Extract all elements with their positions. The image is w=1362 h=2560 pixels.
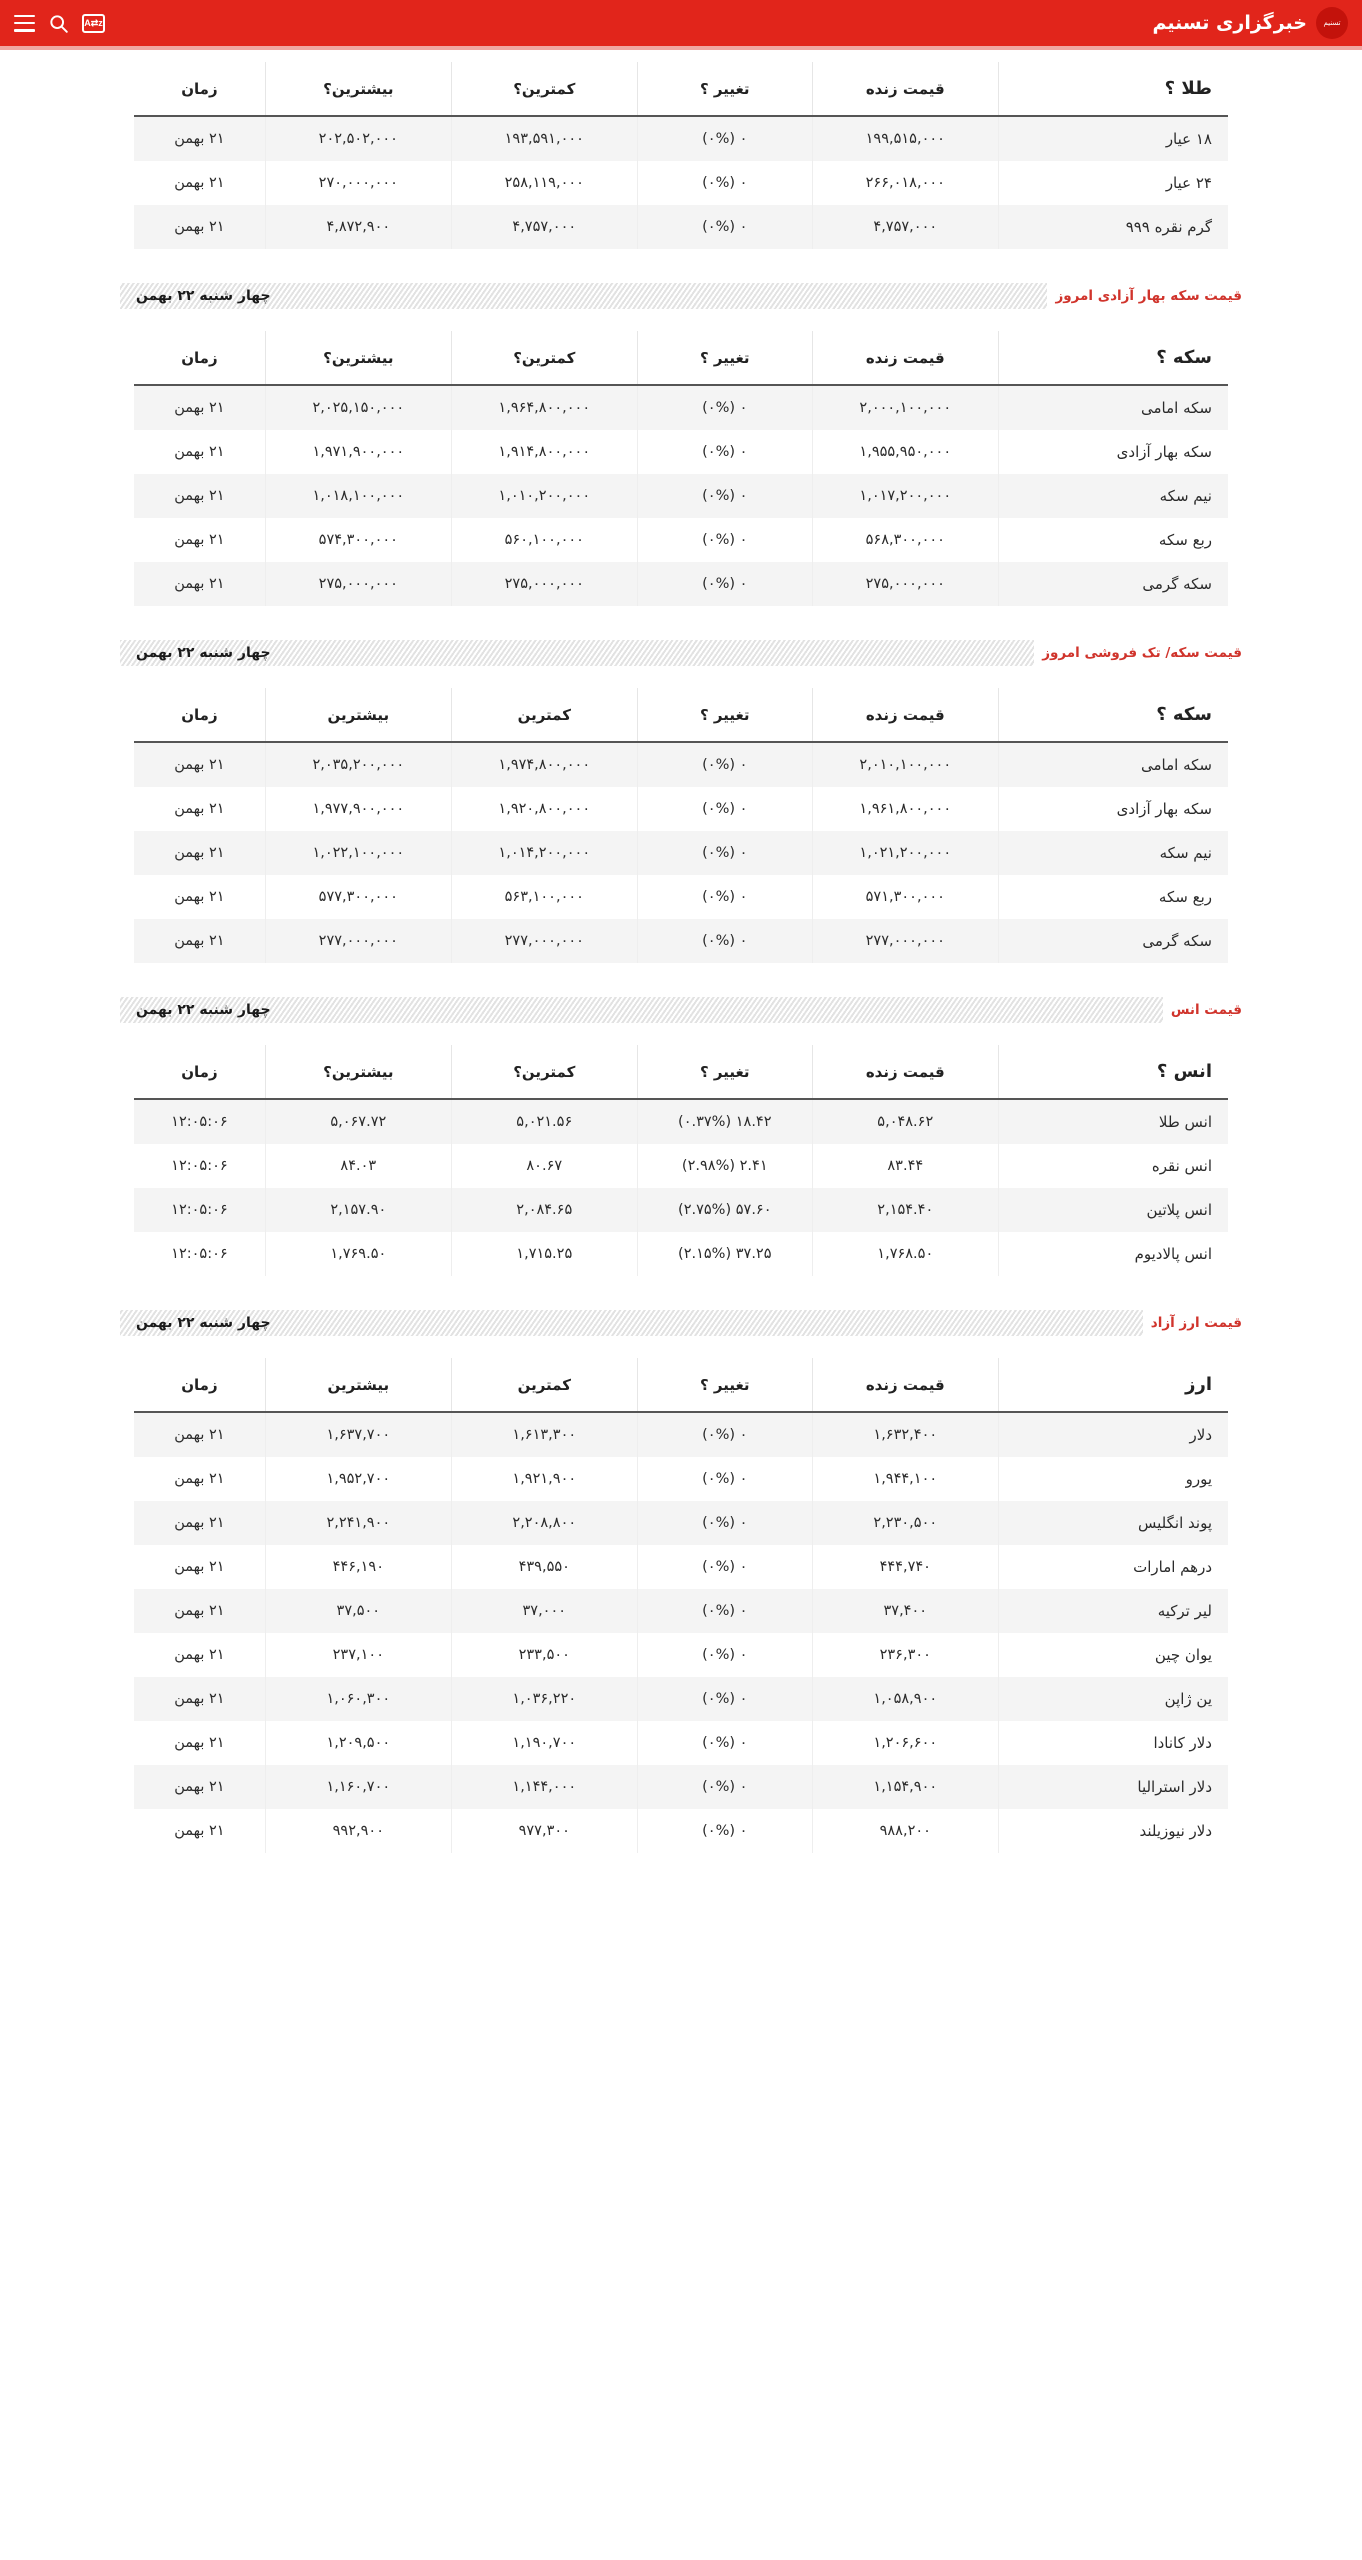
cell-change: ۰ (۰%) xyxy=(637,518,812,562)
col-header-low: کمترین؟ xyxy=(451,1045,637,1099)
cell-time: ۲۱ بهمن xyxy=(174,845,225,861)
col-header-low: کمترین؟ xyxy=(451,331,637,385)
section-stripe xyxy=(120,1310,1143,1336)
cell-time: ۱۲:۰۵:۰۶ xyxy=(171,1246,228,1262)
table-row[interactable] xyxy=(134,1677,1228,1721)
cell-high: ۱,۹۷۷,۹۰۰,۰۰۰ xyxy=(265,787,451,831)
col-header-high: بیشترین؟ xyxy=(265,62,451,116)
table-row[interactable] xyxy=(134,1188,1228,1232)
cell-time: ۲۱ بهمن xyxy=(174,219,225,235)
price-table-currency xyxy=(134,1358,1228,1853)
col-header-live: قیمت زنده xyxy=(812,331,998,385)
cell-high: ۱,۹۷۱,۹۰۰,۰۰۰ xyxy=(265,430,451,474)
cell-asset-name: انس پلاتین xyxy=(998,1188,1228,1232)
cell-low: ۱,۷۱۵.۲۵ xyxy=(451,1232,637,1276)
cell-change: ۰ (۰%) xyxy=(637,787,812,831)
price-table-coin-bahar-azadi xyxy=(134,331,1228,606)
cell-high: ۹۹۲,۹۰۰ xyxy=(265,1809,451,1853)
cell-asset-name: ربع سکه xyxy=(998,875,1228,919)
table-row[interactable] xyxy=(134,1765,1228,1809)
cell-change: ۰ (۰%) xyxy=(637,474,812,518)
col-header-time: زمان xyxy=(134,688,265,742)
col-header-low: کمترین؟ xyxy=(451,62,637,116)
table-row[interactable] xyxy=(134,1501,1228,1545)
table-header-row xyxy=(134,1358,1228,1412)
table-header-row xyxy=(134,62,1228,116)
price-table-coin-retail xyxy=(134,688,1228,963)
section-date: چهار شنبه ۲۲ بهمن xyxy=(136,1002,271,1018)
table-row[interactable] xyxy=(134,1457,1228,1501)
cell-change: ۲.۴۱ (۲.۹۸%) xyxy=(637,1144,812,1188)
cell-live-price: ۲۳۶,۳۰۰ xyxy=(812,1633,998,1677)
cell-live-price: ۲۷۵,۰۰۰,۰۰۰ xyxy=(812,562,998,606)
cell-high: ۱,۰۲۲,۱۰۰,۰۰۰ xyxy=(265,831,451,875)
price-card-coin-bahar-azadi xyxy=(120,317,1242,628)
table-row[interactable] xyxy=(134,205,1228,249)
cell-high: ۵۷۷,۳۰۰,۰۰۰ xyxy=(265,875,451,919)
cell-low: ۱,۹۶۴,۸۰۰,۰۰۰ xyxy=(451,385,637,430)
table-row[interactable] xyxy=(134,787,1228,831)
cell-high: ۱,۰۶۰,۳۰۰ xyxy=(265,1677,451,1721)
cell-time: ۲۱ بهمن xyxy=(174,400,225,416)
col-header-live: قیمت زنده xyxy=(812,62,998,116)
cell-live-price: ۱,۰۱۷,۲۰۰,۰۰۰ xyxy=(812,474,998,518)
cell-change: ۰ (۰%) xyxy=(637,1412,812,1457)
cell-live-price: ۱,۰۲۱,۲۰۰,۰۰۰ xyxy=(812,831,998,875)
cell-low: ۱,۹۱۴,۸۰۰,۰۰۰ xyxy=(451,430,637,474)
cell-asset-name: لیر ترکیه xyxy=(998,1589,1228,1633)
cell-time: ۲۱ بهمن xyxy=(174,1559,225,1575)
cell-low: ۵۶۰,۱۰۰,۰۰۰ xyxy=(451,518,637,562)
price-sections xyxy=(0,46,1362,1875)
cell-high: ۴,۸۷۲,۹۰۰ xyxy=(265,205,451,249)
hamburger-bars xyxy=(14,15,35,32)
table-row[interactable] xyxy=(134,1099,1228,1144)
col-header-live: قیمت زنده xyxy=(812,688,998,742)
cell-change: ۰ (۰%) xyxy=(637,1545,812,1589)
cell-high: ۲۷۵,۰۰۰,۰۰۰ xyxy=(265,562,451,606)
cell-high: ۲,۰۳۵,۲۰۰,۰۰۰ xyxy=(265,742,451,787)
table-row[interactable] xyxy=(134,385,1228,430)
cell-live-price: ۵,۰۴۸.۶۲ xyxy=(812,1099,998,1144)
brand-name: خبرگزاری تسنیم xyxy=(1152,12,1307,34)
cell-live-price: ۲,۰۱۰,۱۰۰,۰۰۰ xyxy=(812,742,998,787)
col-header-high: بیشترین؟ xyxy=(265,331,451,385)
site-header xyxy=(0,0,1362,46)
cell-asset-name: دلار استرالیا xyxy=(998,1765,1228,1809)
cell-high: ۸۴.۰۳ xyxy=(265,1144,451,1188)
cell-high: ۱,۲۰۹,۵۰۰ xyxy=(265,1721,451,1765)
cell-live-price: ۸۳.۴۴ xyxy=(812,1144,998,1188)
cell-asset-name: یوان چین xyxy=(998,1633,1228,1677)
table-row[interactable] xyxy=(134,919,1228,963)
col-header-high: بیشترین xyxy=(265,1358,451,1412)
cell-live-price: ۱,۷۶۸.۵۰ xyxy=(812,1232,998,1276)
cell-high: ۳۷,۵۰۰ xyxy=(265,1589,451,1633)
table-header-row xyxy=(134,688,1228,742)
cell-live-price: ۳۷,۴۰۰ xyxy=(812,1589,998,1633)
table-row[interactable] xyxy=(134,742,1228,787)
cell-time: ۱۲:۰۵:۰۶ xyxy=(171,1202,228,1218)
cell-change: ۰ (۰%) xyxy=(637,116,812,161)
col-header-name: سکه ؟ xyxy=(998,331,1228,385)
cell-time: ۲۱ بهمن xyxy=(174,488,225,504)
cell-change: ۰ (۰%) xyxy=(637,1721,812,1765)
brand[interactable] xyxy=(1153,7,1349,39)
cell-asset-name: پوند انگلیس xyxy=(998,1501,1228,1545)
cell-high: ۲,۱۵۷.۹۰ xyxy=(265,1188,451,1232)
search-icon[interactable] xyxy=(48,13,69,34)
cell-change: ۰ (۰%) xyxy=(637,919,812,963)
price-card-coin-retail xyxy=(120,674,1242,985)
cell-live-price: ۱,۰۵۸,۹۰۰ xyxy=(812,1677,998,1721)
cell-low: ۴,۷۵۷,۰۰۰ xyxy=(451,205,637,249)
cell-high: ۲۰۲,۵۰۲,۰۰۰ xyxy=(265,116,451,161)
cell-live-price: ۲,۲۳۰,۵۰۰ xyxy=(812,1501,998,1545)
cell-live-price: ۴۴۴,۷۴۰ xyxy=(812,1545,998,1589)
col-header-time: زمان xyxy=(134,1045,265,1099)
cell-live-price: ۱۹۹,۵۱۵,۰۰۰ xyxy=(812,116,998,161)
table-header-row xyxy=(134,1045,1228,1099)
cell-low: ۱,۱۴۴,۰۰۰ xyxy=(451,1765,637,1809)
cell-time: ۱۲:۰۵:۰۶ xyxy=(171,1158,228,1174)
table-header-row xyxy=(134,331,1228,385)
table-row[interactable] xyxy=(134,1809,1228,1853)
cell-time: ۲۱ بهمن xyxy=(174,1691,225,1707)
cell-asset-name: ۲۴ عیار xyxy=(998,161,1228,205)
cell-change: ۰ (۰%) xyxy=(637,161,812,205)
cell-live-price: ۱,۹۴۴,۱۰۰ xyxy=(812,1457,998,1501)
cell-time: ۲۱ بهمن xyxy=(174,933,225,949)
cell-low: ۵,۰۲۱.۵۶ xyxy=(451,1099,637,1144)
col-header-high: بیشترین xyxy=(265,688,451,742)
cell-change: ۰ (۰%) xyxy=(637,1589,812,1633)
cell-high: ۱,۰۱۸,۱۰۰,۰۰۰ xyxy=(265,474,451,518)
table-row[interactable] xyxy=(134,1589,1228,1633)
cell-live-price: ۵۷۱,۳۰۰,۰۰۰ xyxy=(812,875,998,919)
cell-live-price: ۲,۱۵۴.۴۰ xyxy=(812,1188,998,1232)
cell-asset-name: انس طلا xyxy=(998,1099,1228,1144)
cell-change: ۰ (۰%) xyxy=(637,1633,812,1677)
cell-low: ۱,۱۹۰,۷۰۰ xyxy=(451,1721,637,1765)
cell-low: ۱۹۳,۵۹۱,۰۰۰ xyxy=(451,116,637,161)
price-card-gold xyxy=(120,46,1242,271)
price-card-currency xyxy=(120,1344,1242,1875)
cell-low: ۲۵۸,۱۱۹,۰۰۰ xyxy=(451,161,637,205)
cell-low: ۲,۲۰۸,۸۰۰ xyxy=(451,1501,637,1545)
section-header-coin-bahar-azadi xyxy=(120,279,1242,313)
cell-low: ۵۶۳,۱۰۰,۰۰۰ xyxy=(451,875,637,919)
col-header-low: کمترین xyxy=(451,688,637,742)
cell-change: ۰ (۰%) xyxy=(637,1809,812,1853)
cell-asset-name: سکه گرمی xyxy=(998,919,1228,963)
cell-high: ۵,۰۶۷.۷۲ xyxy=(265,1099,451,1144)
cell-change: ۰ (۰%) xyxy=(637,831,812,875)
col-header-name: انس ؟ xyxy=(998,1045,1228,1099)
cell-live-price: ۱,۹۶۱,۸۰۰,۰۰۰ xyxy=(812,787,998,831)
table-row[interactable] xyxy=(134,1545,1228,1589)
cell-asset-name: ۱۸ عیار xyxy=(998,116,1228,161)
cell-low: ۸۰.۶۷ xyxy=(451,1144,637,1188)
cell-time: ۲۱ بهمن xyxy=(174,576,225,592)
cell-low: ۱,۹۷۴,۸۰۰,۰۰۰ xyxy=(451,742,637,787)
col-header-name: ارز xyxy=(998,1358,1228,1412)
cell-live-price: ۹۸۸,۲۰۰ xyxy=(812,1809,998,1853)
table-row[interactable] xyxy=(134,1412,1228,1457)
section-header-coin-retail xyxy=(120,636,1242,670)
table-row[interactable] xyxy=(134,1633,1228,1677)
section-title: قیمت سکه/ تک فروشی امروز xyxy=(1042,645,1242,661)
cell-low: ۱,۶۱۳,۳۰۰ xyxy=(451,1412,637,1457)
col-header-change: تغییر ؟ xyxy=(637,331,812,385)
section-date: چهار شنبه ۲۲ بهمن xyxy=(136,1315,271,1331)
cell-time: ۲۱ بهمن xyxy=(174,801,225,817)
price-card-ounce xyxy=(120,1031,1242,1298)
price-table-gold xyxy=(134,62,1228,249)
cell-asset-name: سکه بهار آزادی xyxy=(998,787,1228,831)
cell-change: ۵۷.۶۰ (۲.۷۵%) xyxy=(637,1188,812,1232)
cell-change: ۰ (۰%) xyxy=(637,205,812,249)
cell-high: ۲۷۰,۰۰۰,۰۰۰ xyxy=(265,161,451,205)
cell-high: ۲۷۷,۰۰۰,۰۰۰ xyxy=(265,919,451,963)
lang-label: A⇄z xyxy=(82,14,105,33)
cell-asset-name: دلار xyxy=(998,1412,1228,1457)
cell-asset-name: انس پالادیوم xyxy=(998,1232,1228,1276)
cell-asset-name: سکه امامی xyxy=(998,385,1228,430)
table-row[interactable] xyxy=(134,875,1228,919)
col-header-time: زمان xyxy=(134,1358,265,1412)
cell-low: ۱,۹۲۱,۹۰۰ xyxy=(451,1457,637,1501)
cell-live-price: ۱,۶۳۲,۴۰۰ xyxy=(812,1412,998,1457)
cell-asset-name: گرم نقره ۹۹۹ xyxy=(998,205,1228,249)
header-actions xyxy=(14,13,105,34)
cell-live-price: ۲,۰۰۰,۱۰۰,۰۰۰ xyxy=(812,385,998,430)
col-header-change: تغییر ؟ xyxy=(637,1045,812,1099)
cell-low: ۲۷۷,۰۰۰,۰۰۰ xyxy=(451,919,637,963)
cell-time: ۲۱ بهمن xyxy=(174,1735,225,1751)
price-table-ounce xyxy=(134,1045,1228,1276)
cell-live-price: ۱,۹۵۵,۹۵۰,۰۰۰ xyxy=(812,430,998,474)
hamburger-menu-icon[interactable] xyxy=(14,15,35,32)
cell-low: ۹۷۷,۳۰۰ xyxy=(451,1809,637,1853)
cell-asset-name: ربع سکه xyxy=(998,518,1228,562)
cell-change: ۰ (۰%) xyxy=(637,875,812,919)
cell-low: ۳۷,۰۰۰ xyxy=(451,1589,637,1633)
cell-change: ۰ (۰%) xyxy=(637,562,812,606)
table-row[interactable] xyxy=(134,831,1228,875)
col-header-name: سکه ؟ xyxy=(998,688,1228,742)
logo-glyph: تسنیم xyxy=(1323,18,1341,27)
table-row[interactable] xyxy=(134,518,1228,562)
section-stripe xyxy=(120,640,1034,666)
cell-time: ۲۱ بهمن xyxy=(174,1515,225,1531)
section-header-currency xyxy=(120,1306,1242,1340)
section-title: قیمت انس xyxy=(1170,1002,1242,1018)
col-header-name: طلا ؟ xyxy=(998,62,1228,116)
col-header-change: تغییر ؟ xyxy=(637,1358,812,1412)
language-toggle-icon[interactable] xyxy=(82,14,105,33)
cell-change: ۰ (۰%) xyxy=(637,430,812,474)
section-date: چهار شنبه ۲۲ بهمن xyxy=(136,288,271,304)
cell-change: ۰ (۰%) xyxy=(637,1765,812,1809)
table-row[interactable] xyxy=(134,1721,1228,1765)
table-row[interactable] xyxy=(134,116,1228,161)
cell-asset-name: سکه بهار آزادی xyxy=(998,430,1228,474)
cell-asset-name: ین ژاپن xyxy=(998,1677,1228,1721)
table-row[interactable] xyxy=(134,562,1228,606)
cell-high: ۲,۰۲۵,۱۵۰,۰۰۰ xyxy=(265,385,451,430)
section-date: چهار شنبه ۲۲ بهمن xyxy=(136,645,271,661)
cell-time: ۲۱ بهمن xyxy=(174,532,225,548)
cell-time: ۲۱ بهمن xyxy=(174,131,225,147)
cell-time: ۲۱ بهمن xyxy=(174,889,225,905)
table-row[interactable] xyxy=(134,430,1228,474)
cell-asset-name: دلار کانادا xyxy=(998,1721,1228,1765)
cell-low: ۲۳۳,۵۰۰ xyxy=(451,1633,637,1677)
cell-high: ۴۴۶,۱۹۰ xyxy=(265,1545,451,1589)
cell-asset-name: سکه گرمی xyxy=(998,562,1228,606)
cell-time: ۱۲:۰۵:۰۶ xyxy=(171,1114,228,1130)
cell-low: ۱,۰۳۶,۲۲۰ xyxy=(451,1677,637,1721)
col-header-time: زمان xyxy=(134,331,265,385)
col-header-live: قیمت زنده xyxy=(812,1045,998,1099)
table-row[interactable] xyxy=(134,1144,1228,1188)
col-header-high: بیشترین؟ xyxy=(265,1045,451,1099)
cell-low: ۲,۰۸۴.۶۵ xyxy=(451,1188,637,1232)
cell-time: ۲۱ بهمن xyxy=(174,1647,225,1663)
cell-live-price: ۲۶۶,۰۱۸,۰۰۰ xyxy=(812,161,998,205)
cell-time: ۲۱ بهمن xyxy=(174,1603,225,1619)
col-header-change: تغییر ؟ xyxy=(637,688,812,742)
cell-high: ۱,۱۶۰,۷۰۰ xyxy=(265,1765,451,1809)
cell-low: ۲۷۵,۰۰۰,۰۰۰ xyxy=(451,562,637,606)
cell-time: ۲۱ بهمن xyxy=(174,175,225,191)
cell-live-price: ۱,۲۰۶,۶۰۰ xyxy=(812,1721,998,1765)
tasnim-logo-icon xyxy=(1316,7,1348,39)
cell-asset-name: نیم سکه xyxy=(998,474,1228,518)
cell-live-price: ۱,۱۵۴,۹۰۰ xyxy=(812,1765,998,1809)
section-stripe xyxy=(120,997,1163,1023)
table-row[interactable] xyxy=(134,1232,1228,1276)
cell-change: ۰ (۰%) xyxy=(637,1501,812,1545)
cell-asset-name: نیم سکه xyxy=(998,831,1228,875)
cell-asset-name: دلار نیوزیلند xyxy=(998,1809,1228,1853)
cell-live-price: ۵۶۸,۳۰۰,۰۰۰ xyxy=(812,518,998,562)
cell-live-price: ۴,۷۵۷,۰۰۰ xyxy=(812,205,998,249)
cell-low: ۱,۹۲۰,۸۰۰,۰۰۰ xyxy=(451,787,637,831)
cell-high: ۱,۶۳۷,۷۰۰ xyxy=(265,1412,451,1457)
cell-high: ۲۳۷,۱۰۰ xyxy=(265,1633,451,1677)
cell-change: ۰ (۰%) xyxy=(637,385,812,430)
cell-time: ۲۱ بهمن xyxy=(174,1471,225,1487)
cell-change: ۰ (۰%) xyxy=(637,742,812,787)
cell-high: ۱,۹۵۲,۷۰۰ xyxy=(265,1457,451,1501)
col-header-low: کمترین xyxy=(451,1358,637,1412)
cell-asset-name: انس نقره xyxy=(998,1144,1228,1188)
section-title: قیمت ارز آزاد xyxy=(1150,1315,1242,1331)
col-header-time: زمان xyxy=(134,62,265,116)
cell-time: ۲۱ بهمن xyxy=(174,1427,225,1443)
section-title: قیمت سکه بهار آزادی امروز xyxy=(1055,288,1242,304)
col-header-live: قیمت زنده xyxy=(812,1358,998,1412)
table-row[interactable] xyxy=(134,161,1228,205)
cell-change: ۰ (۰%) xyxy=(637,1677,812,1721)
cell-low: ۱,۰۱۴,۲۰۰,۰۰۰ xyxy=(451,831,637,875)
cell-time: ۲۱ بهمن xyxy=(174,1823,225,1839)
cell-change: ۳۷.۲۵ (۲.۱۵%) xyxy=(637,1232,812,1276)
cell-live-price: ۲۷۷,۰۰۰,۰۰۰ xyxy=(812,919,998,963)
section-header-ounce xyxy=(120,993,1242,1027)
section-stripe xyxy=(120,283,1047,309)
cell-low: ۱,۰۱۰,۲۰۰,۰۰۰ xyxy=(451,474,637,518)
cell-asset-name: یورو xyxy=(998,1457,1228,1501)
cell-high: ۲,۲۴۱,۹۰۰ xyxy=(265,1501,451,1545)
col-header-change: تغییر ؟ xyxy=(637,62,812,116)
table-row[interactable] xyxy=(134,474,1228,518)
cell-time: ۲۱ بهمن xyxy=(174,757,225,773)
cell-asset-name: سکه امامی xyxy=(998,742,1228,787)
cell-asset-name: درهم امارات xyxy=(998,1545,1228,1589)
cell-change: ۰ (۰%) xyxy=(637,1457,812,1501)
cell-time: ۲۱ بهمن xyxy=(174,444,225,460)
cell-time: ۲۱ بهمن xyxy=(174,1779,225,1795)
page-content xyxy=(0,46,1362,1885)
cell-high: ۱,۷۶۹.۵۰ xyxy=(265,1232,451,1276)
cell-low: ۴۳۹,۵۵۰ xyxy=(451,1545,637,1589)
cell-change: ۱۸.۴۲ (۰.۳۷%) xyxy=(637,1099,812,1144)
cell-high: ۵۷۴,۳۰۰,۰۰۰ xyxy=(265,518,451,562)
